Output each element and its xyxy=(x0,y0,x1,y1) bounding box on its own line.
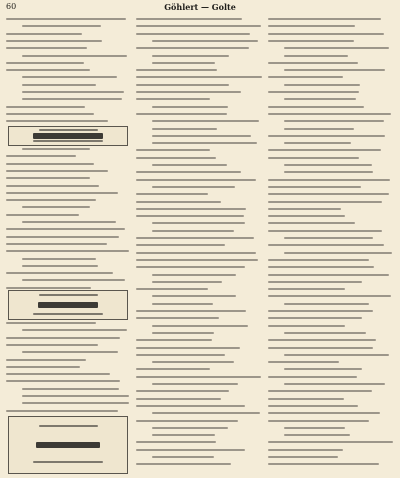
directory-entry-line xyxy=(136,441,216,443)
directory-entry-line xyxy=(136,398,221,400)
directory-entry-line xyxy=(152,325,248,327)
directory-entry-line xyxy=(152,128,217,130)
directory-entry-line xyxy=(22,402,129,404)
directory-entry-line xyxy=(136,91,241,93)
directory-entry-line xyxy=(284,434,350,436)
directory-entry-line xyxy=(268,91,359,93)
directory-column-right xyxy=(268,16,394,474)
page-header xyxy=(6,2,394,14)
directory-entry-line xyxy=(6,337,120,339)
directory-entry-line xyxy=(268,347,373,349)
directory-entry-line xyxy=(152,412,260,414)
directory-entry-line xyxy=(6,155,76,157)
directory-entry-line xyxy=(6,287,91,289)
directory-entry-line xyxy=(284,237,373,239)
directory-entry-line xyxy=(136,259,258,261)
directory-entry-line xyxy=(136,201,221,203)
directory-entry-line xyxy=(136,244,225,246)
directory-entry-line xyxy=(152,186,235,188)
directory-entry-line xyxy=(6,322,96,324)
directory-entry-line xyxy=(136,47,249,49)
directory-entry-line xyxy=(6,69,90,71)
directory-entry-line xyxy=(268,463,379,465)
directory-entry-line xyxy=(6,113,94,115)
advertisement-text-line xyxy=(33,313,104,315)
directory-entry-line xyxy=(6,170,108,172)
directory-entry-line xyxy=(268,113,391,115)
directory-entry-line xyxy=(268,266,374,268)
directory-entry-line xyxy=(284,383,385,385)
directory-entry-line xyxy=(6,214,79,216)
directory-entry-line xyxy=(152,222,245,224)
directory-entry-line xyxy=(6,344,98,346)
directory-entry-line xyxy=(268,135,385,137)
directory-entry-line xyxy=(268,376,357,378)
directory-entry-line xyxy=(284,171,373,173)
directory-entry-line xyxy=(22,206,90,208)
directory-entry-line xyxy=(284,142,351,144)
directory-entry-line xyxy=(268,310,373,312)
directory-entry-line xyxy=(136,171,241,173)
directory-column-middle xyxy=(136,16,262,474)
directory-entry-line xyxy=(6,272,113,274)
directory-entry-line xyxy=(268,106,364,108)
directory-entry-line xyxy=(268,390,372,392)
directory-entry-line xyxy=(6,199,96,201)
directory-entry-line xyxy=(268,230,382,232)
directory-entry-line xyxy=(268,215,345,217)
directory-entry-line xyxy=(136,288,208,290)
running-title: Göhlert — Golte xyxy=(164,2,236,12)
directory-entry-line xyxy=(152,434,215,436)
directory-entry-line xyxy=(268,25,355,27)
directory-entry-line xyxy=(136,317,219,319)
directory-entry-line xyxy=(268,186,361,188)
directory-entry-line xyxy=(152,142,257,144)
directory-entry-line xyxy=(268,295,391,297)
directory-entry-line xyxy=(6,62,84,64)
directory-entry-line xyxy=(136,252,256,254)
directory-entry-line xyxy=(22,76,117,78)
advertisement-text-line xyxy=(33,461,104,463)
directory-entry-line xyxy=(284,252,392,254)
directory-entry-line xyxy=(136,463,231,465)
directory-entry-line xyxy=(22,84,96,86)
advertisement-text-line xyxy=(39,294,98,296)
directory-entry-line xyxy=(152,281,222,283)
directory-entry-line xyxy=(136,215,244,217)
directory-entry-line xyxy=(6,250,129,252)
directory-entry-line xyxy=(6,236,119,238)
directory-entry-line xyxy=(136,339,212,341)
directory-entry-line xyxy=(6,40,102,42)
directory-entry-line xyxy=(268,18,381,20)
directory-entry-line xyxy=(136,237,254,239)
directory-entry-line xyxy=(152,361,234,363)
directory-entry-line xyxy=(268,179,390,181)
directory-entry-line xyxy=(136,376,261,378)
directory-entry-line xyxy=(268,412,380,414)
directory-entry-line xyxy=(284,55,348,57)
directory-entry-line xyxy=(136,390,229,392)
directory-entry-line xyxy=(136,25,261,27)
directory-entry-line xyxy=(6,373,110,375)
directory-entry-line xyxy=(22,329,127,331)
directory-entry-line xyxy=(136,98,210,100)
directory-entry-line xyxy=(268,149,381,151)
directory-entry-line xyxy=(268,193,389,195)
advertisement-box-rolf-goepfert xyxy=(8,416,128,474)
directory-entry-line xyxy=(268,76,343,78)
directory-entry-line xyxy=(136,157,216,159)
directory-entry-line xyxy=(22,279,125,281)
directory-entry-line xyxy=(268,281,362,283)
directory-entry-line xyxy=(284,69,385,71)
directory-entry-line xyxy=(22,98,122,100)
directory-entry-line xyxy=(152,164,227,166)
directory-entry-line xyxy=(152,55,229,57)
directory-entry-line xyxy=(136,405,245,407)
directory-entry-line xyxy=(22,25,101,27)
advertisement-text-line xyxy=(39,425,98,427)
directory-entry-line xyxy=(284,427,345,429)
advertisement-name-bar xyxy=(38,302,98,308)
advertisement-name-bar xyxy=(36,442,100,448)
directory-entry-line xyxy=(284,164,372,166)
directory-entry-line xyxy=(268,449,343,451)
advertisement-text-line xyxy=(33,140,104,142)
directory-entry-line xyxy=(268,33,384,35)
directory-entry-line xyxy=(22,258,96,260)
directory-entry-line xyxy=(22,388,119,390)
directory-entry-line xyxy=(152,332,214,334)
directory-entry-line xyxy=(268,244,384,246)
directory-entry-line xyxy=(22,91,124,93)
directory-entry-line xyxy=(268,208,341,210)
directory-entry-line xyxy=(6,366,80,368)
directory-entry-line xyxy=(136,84,229,86)
directory-entry-line xyxy=(136,33,250,35)
directory-entry-line xyxy=(136,69,217,71)
directory-entry-line xyxy=(268,405,358,407)
directory-entry-line xyxy=(268,398,344,400)
directory-entry-line xyxy=(6,359,86,361)
directory-entry-line xyxy=(284,84,360,86)
directory-entry-line xyxy=(22,55,127,57)
directory-entry-line xyxy=(268,40,354,42)
directory-entry-line xyxy=(284,120,384,122)
directory-entry-line xyxy=(284,303,369,305)
directory-entry-line xyxy=(136,193,208,195)
directory-entry-line xyxy=(268,259,369,261)
directory-entry-line xyxy=(268,441,393,443)
advertisement-box-karl-goepfert xyxy=(8,290,128,320)
directory-entry-line xyxy=(136,368,210,370)
directory-entry-line xyxy=(152,62,215,64)
directory-entry-line xyxy=(6,185,99,187)
directory-entry-line xyxy=(6,228,125,230)
directory-entry-line xyxy=(136,76,262,78)
directory-entry-line xyxy=(22,351,118,353)
directory-entry-line xyxy=(152,274,236,276)
directory-entry-line xyxy=(268,201,382,203)
directory-entry-line xyxy=(6,120,108,122)
directory-entry-line xyxy=(152,383,238,385)
directory-entry-line xyxy=(136,18,242,20)
directory-column-left xyxy=(6,16,130,474)
directory-entry-line xyxy=(152,456,214,458)
directory-entry-line xyxy=(268,274,389,276)
directory-entry-line xyxy=(268,62,358,64)
directory-entry-line xyxy=(6,106,85,108)
advertisement-name-bar xyxy=(33,133,103,139)
directory-entry-line xyxy=(6,243,107,245)
directory-entry-line xyxy=(6,33,82,35)
page-number: 60 xyxy=(6,2,17,11)
directory-entry-line xyxy=(6,192,118,194)
directory-entry-line xyxy=(268,420,369,422)
directory-entry-line xyxy=(136,310,246,312)
directory-entry-line xyxy=(136,420,238,422)
directory-entry-line xyxy=(152,230,234,232)
directory-entry-line xyxy=(6,177,90,179)
directory-entry-line xyxy=(6,47,87,49)
directory-entry-line xyxy=(152,40,258,42)
directory-entry-line xyxy=(284,128,354,130)
directory-entry-line xyxy=(268,317,362,319)
directory-entry-line xyxy=(152,295,236,297)
directory-entry-line xyxy=(6,380,120,382)
directory-entry-line xyxy=(22,395,129,397)
directory-entry-line xyxy=(152,106,228,108)
directory-entry-line xyxy=(22,148,90,150)
directory-entry-line xyxy=(268,339,376,341)
directory-entry-line xyxy=(152,303,213,305)
directory-entry-line xyxy=(284,332,366,334)
directory-entry-line xyxy=(152,135,251,137)
advertisement-text-line xyxy=(39,129,98,131)
directory-entry-line xyxy=(268,456,338,458)
directory-entry-line xyxy=(6,18,126,20)
directory-entry-line xyxy=(268,325,345,327)
directory-entry-line xyxy=(136,149,210,151)
directory-entry-line xyxy=(22,265,98,267)
directory-entry-line xyxy=(136,208,246,210)
directory-entry-line xyxy=(152,427,228,429)
directory-entry-line xyxy=(136,266,245,268)
directory-entry-line xyxy=(268,288,345,290)
directory-entry-line xyxy=(136,347,240,349)
directory-entry-line xyxy=(268,157,359,159)
directory-entry-line xyxy=(268,222,355,224)
advertisement-box-hoh-goepfert xyxy=(8,126,128,146)
directory-entry-line xyxy=(284,98,356,100)
directory-entry-line xyxy=(268,361,339,363)
directory-entry-line xyxy=(136,354,225,356)
directory-entry-line xyxy=(136,449,245,451)
directory-entry-line xyxy=(284,368,362,370)
directory-entry-line xyxy=(6,410,118,412)
directory-entry-line xyxy=(6,163,94,165)
directory-entry-line xyxy=(284,47,389,49)
directory-entry-line xyxy=(22,221,116,223)
directory-entry-line xyxy=(152,120,259,122)
directory-entry-line xyxy=(136,179,256,181)
directory-entry-line xyxy=(136,113,227,115)
directory-entry-line xyxy=(284,354,389,356)
